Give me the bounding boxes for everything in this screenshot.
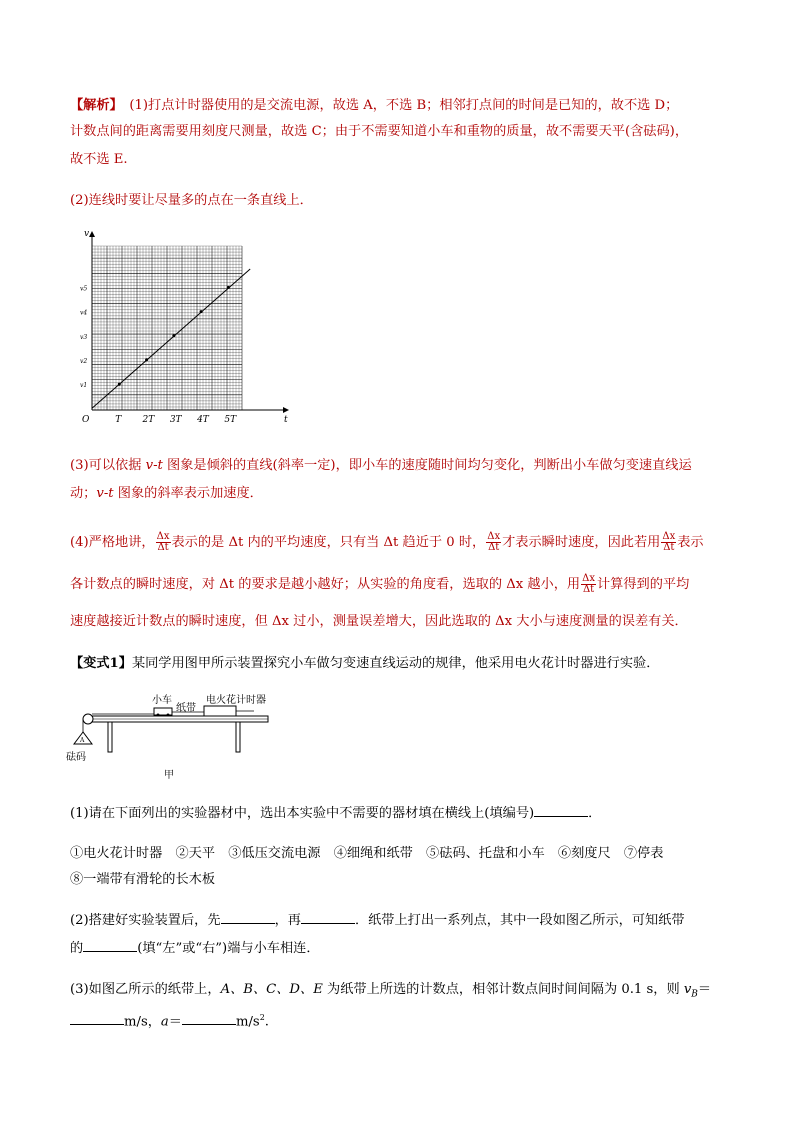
- x-tick-label: T: [115, 415, 122, 425]
- analysis-part-2: (2)连线时要让尽量多的点在一条直线上．: [70, 193, 313, 208]
- question-3-line-1: (3)如图乙所示的纸带上，A、B、C、D、E 为纸带上所选的计数点，相邻计数点间时间间隔为 0.1 s，则 $v_B=$: [70, 982, 712, 1000]
- analysis-part-3-line-2: 动；v-t 图象的斜率表示加速度．: [70, 486, 263, 501]
- chart-grid: [92, 246, 242, 410]
- answer-blank[interactable]: [70, 1012, 124, 1025]
- fit-line: [92, 269, 250, 408]
- answer-blank[interactable]: [221, 911, 275, 924]
- analysis-tag: 【解析】: [70, 98, 117, 113]
- analysis-part-4-line-3: 速度越接近计数点的瞬时速度，但 Δx 过小，测量误差增大，因此选取的 Δx 大小与速度测量的误差有关．: [70, 614, 688, 629]
- svg-text:A: A: [80, 737, 85, 744]
- label-weight: 砝码: [66, 752, 86, 763]
- apparatus-figure: [64, 692, 274, 784]
- spark-timer: [204, 706, 236, 716]
- x-tick-label: 5T: [224, 415, 237, 425]
- x-tick-label: 4T: [197, 415, 209, 425]
- fraction-dx-dt: $\frac{\Delta x}{\Delta t}$: [582, 573, 595, 595]
- table-leg-right: [236, 722, 240, 752]
- pulley: [83, 714, 93, 724]
- analysis-part-4-line-2: 各计数点的瞬时速度，对 Δt 的要求是越小越好；从实验的角度看，选取的 Δx 越小，用 $\frac{\Delta x}{\Delta t}$ 计算得到的平均: [70, 573, 690, 595]
- data-point-4: [200, 310, 203, 313]
- label-timer: 电火花计时器: [206, 695, 266, 706]
- vt-chart: [78, 226, 298, 438]
- analysis-line-3: 故不选 E.: [70, 152, 128, 167]
- table-leg-left: [108, 722, 112, 752]
- label-tape: 纸带: [176, 703, 196, 714]
- y-tick-label: v5: [80, 285, 88, 293]
- fraction-dx-dt: $\frac{\Delta x}{\Delta t}$: [156, 531, 170, 553]
- answer-blank[interactable]: [182, 1012, 236, 1025]
- y-tick-label: v1: [80, 382, 88, 390]
- label-car: 小车: [152, 695, 172, 706]
- answer-blank[interactable]: [301, 911, 355, 924]
- analysis-line-2: 计数点间的距离需要用刻度尺测量，故选 C；由于不需要知道小车和重物的质量，故不需要天平(含砝码)，: [70, 124, 689, 139]
- fraction-dx-dt: $\frac{\Delta x}{\Delta t}$: [662, 531, 676, 553]
- y-tick-label: v2: [80, 357, 88, 365]
- options-line-2: ⑧一端带有滑轮的长木板: [70, 872, 216, 887]
- y-tick-label: v4: [80, 309, 88, 317]
- variant-tag: 【变式1】: [70, 656, 132, 671]
- data-point-1: [118, 383, 121, 386]
- answer-blank[interactable]: [534, 804, 588, 817]
- data-point-3: [172, 334, 175, 337]
- variant-intro: 【变式1】某同学用图甲所示装置探究小车做匀变速直线运动的规律，他采用电火花计时器进行实验．: [70, 656, 660, 671]
- question-1: (1)请在下面列出的实验器材中，选出本实验中不需要的器材填在横线上(填编号) ．: [70, 806, 602, 821]
- y-tick-label: v3: [80, 333, 88, 341]
- x-tick-label: 3T: [169, 415, 182, 425]
- answer-blank[interactable]: [83, 939, 137, 952]
- analysis-part-3-line-1: (3)可以依据 v-t 图象是倾斜的直线(斜率一定)，即小车的速度随时间均匀变化，判断出小车做匀变速直线运: [70, 458, 692, 473]
- x-axis-label: t: [284, 415, 288, 425]
- analysis-part-4-line-1: (4)严格地讲， $\frac{\Delta x}{\Delta t}$ 表示的是 Δt 内的平均速度，只有当 Δt 趋近于 0 时， $\frac{\Delta x}{\Delta t}$ 才表示瞬时速度，因此若用 $\frac{\Delta x}{\Delta t}$ 表示: [70, 531, 704, 553]
- data-point-2: [145, 358, 148, 361]
- options-line-1: ①电火花计时器 ②天平 ③低压交流电源 ④细绳和纸带 ⑤砝码、托盘和小车 ⑥刻度尺 ⑦停表: [70, 846, 664, 861]
- data-point-5: [227, 286, 230, 289]
- fraction-dx-dt: $\frac{\Delta x}{\Delta t}$: [487, 531, 501, 553]
- origin-label: O: [82, 415, 90, 425]
- figure-caption: 甲: [164, 770, 174, 781]
- y-axis-label: v: [84, 229, 90, 239]
- x-tick-label: 2T: [142, 415, 155, 425]
- question-2-line-1: (2)搭建好实验装置后，先 ，再 ．纸带上打出一系列点，其中一段如图乙所示，可知纸带: [70, 913, 685, 928]
- question-3-line-2: m/s，$a= m/s^2$.: [70, 1008, 730, 1032]
- analysis-line-1: 【解析】 (1)打点计时器使用的是交流电源，故选 A，不选 B；相邻打点间的时间是已知的，故不选 D；: [70, 98, 679, 113]
- question-2-line-2: 的 (填“左”或“右”)端与小车相连．: [70, 941, 320, 956]
- cart: [154, 708, 172, 715]
